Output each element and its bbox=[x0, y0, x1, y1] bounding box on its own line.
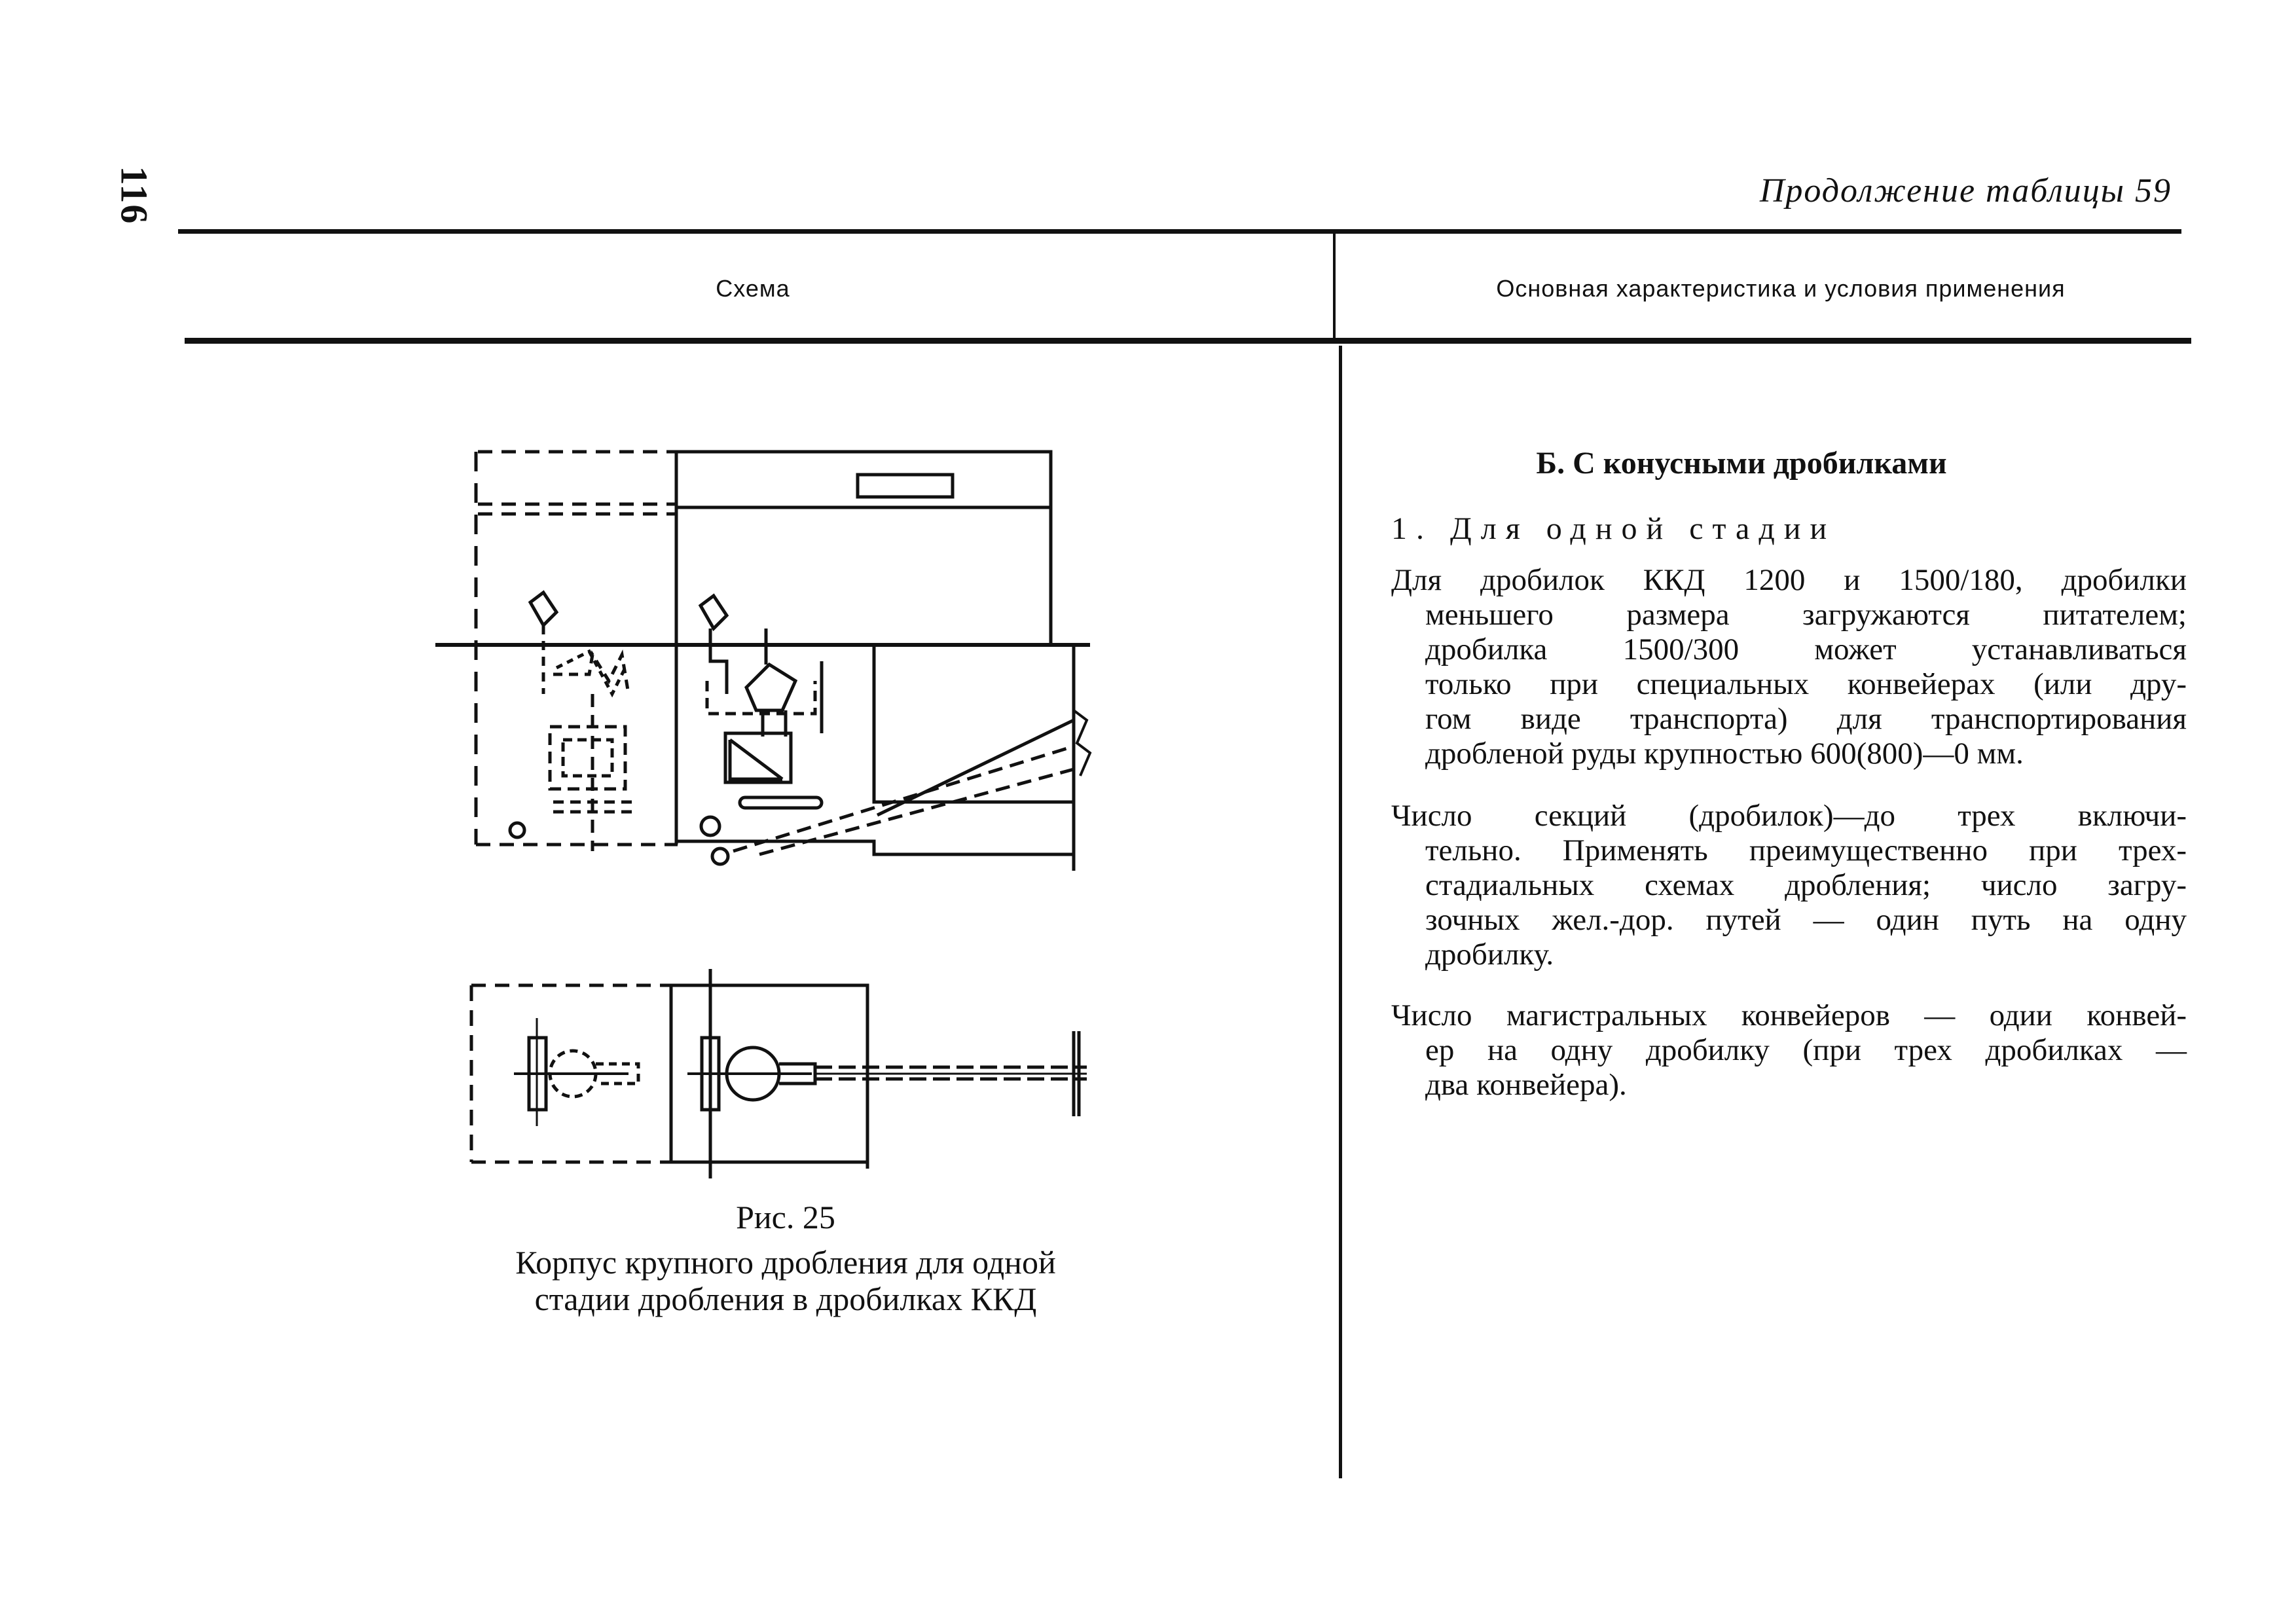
section-view bbox=[435, 452, 1090, 871]
continuation-title: Продолжение таблицы 59 bbox=[1759, 172, 2172, 210]
paragraph-line: дробилка 1500/300 может устанавливаться bbox=[1425, 632, 2187, 666]
figure-label: Рис. 25 bbox=[736, 1199, 835, 1235]
header-characteristics: Основная характеристика и условия применения bbox=[1496, 275, 2066, 302]
header-scheme: Схема bbox=[716, 275, 790, 302]
paragraph-2 bbox=[1391, 799, 2187, 972]
caption-line: стадии дробления в дробилках ККД bbox=[534, 1281, 1037, 1317]
paragraph-line: тельно. Применять преимущественно при трех- bbox=[1425, 833, 2187, 867]
paragraph-line: гом виде транспорта) для транспортирования bbox=[1425, 702, 2187, 736]
paragraph-line: дробленой руды крупностью 600(800)—0 мм. bbox=[1425, 737, 2024, 771]
paragraph-line: меньшего размера загружаются питателем; bbox=[1425, 598, 2187, 632]
page-number: 116 bbox=[113, 166, 156, 225]
paragraph-line: только при специальных конвейерах (или дру- bbox=[1425, 667, 2187, 701]
paragraph-line: Для дробилок ККД 1200 и 1500/180, дробилки bbox=[1391, 563, 2187, 597]
figure-caption bbox=[393, 1244, 1178, 1317]
paragraph-line: Число магистральных конвейеров — одии конвей- bbox=[1391, 998, 2187, 1032]
paragraph-1 bbox=[1391, 563, 2187, 771]
paragraph-line: ер на одну дробилку (при трех дробилках — bbox=[1425, 1033, 2187, 1067]
paragraph-line: Число секций (дробилок)—до трех включи- bbox=[1391, 799, 2187, 833]
subsection-title: 1. Для одной стадии bbox=[1391, 511, 1836, 546]
caption-line: Корпус крупного дробления для одной bbox=[515, 1244, 1056, 1281]
paragraph-line: зочных жел.-дор. путей — один путь на одну bbox=[1425, 903, 2187, 937]
paragraph-3 bbox=[1391, 998, 2187, 1103]
plan-view bbox=[471, 969, 1087, 1178]
section-title: Б. С конусными дробилками bbox=[1536, 446, 1947, 481]
paragraph-line: два конвейера). bbox=[1425, 1068, 1627, 1102]
paragraph-line: стадиальных схемах дробления; число загру- bbox=[1425, 868, 2187, 902]
paragraph-line: дробилку. bbox=[1425, 938, 1554, 972]
